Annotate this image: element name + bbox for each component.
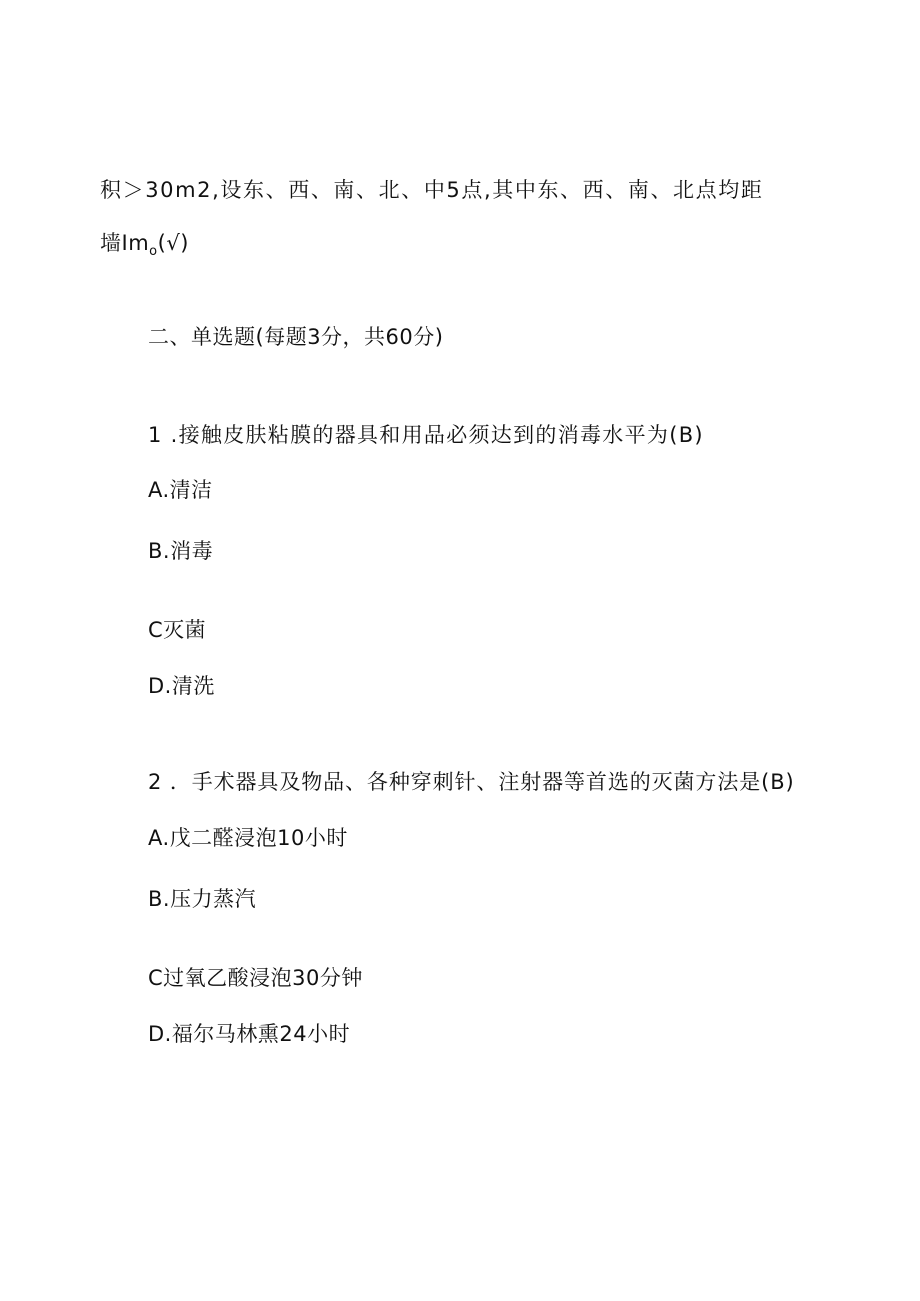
question-1-option-c: C灭菌 bbox=[148, 618, 207, 642]
continued-answer-line-2 bbox=[100, 229, 189, 266]
question-2-option-c: C过氧乙酸浸泡30分钟 bbox=[148, 966, 363, 990]
section-heading: 二、单选题(每题3分，共60分) bbox=[148, 325, 444, 349]
question-2-option-b: B.压力蒸汽 bbox=[148, 887, 257, 911]
continued-text: 墙Im bbox=[100, 231, 150, 255]
question-1-option-d: D.清洗 bbox=[148, 674, 215, 698]
continued-answer-line-1: 积＞30m2,设东、西、南、北、中5点,其中东、西、南、北点均距 bbox=[100, 178, 764, 202]
question-2-option-a: A.戊二醛浸泡10小时 bbox=[148, 826, 348, 850]
question-2-stem: 2 ．手术器具及物品、各种穿刺针、注射器等首选的灭菌方法是(B) bbox=[148, 770, 795, 794]
answer-mark: (√) bbox=[157, 231, 189, 255]
question-1-option-b: B.消毒 bbox=[148, 539, 214, 563]
question-1-option-a: A.清洁 bbox=[148, 478, 213, 502]
question-2-option-d: D.福尔马林熏24小时 bbox=[148, 1022, 351, 1046]
question-1-stem: 1 .接触皮肤粘膜的器具和用品必须达到的消毒水平为(B) bbox=[148, 423, 704, 447]
subscript-char: o bbox=[149, 244, 158, 259]
